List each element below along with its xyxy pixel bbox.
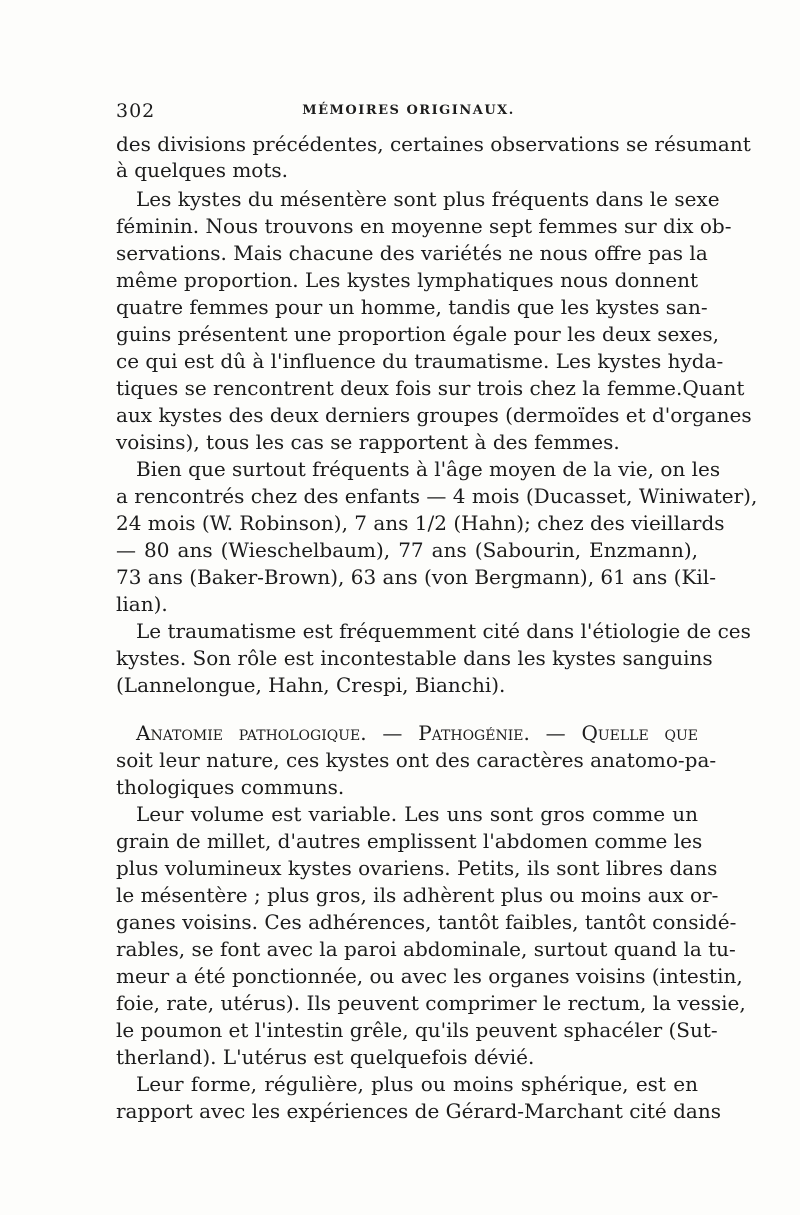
text-line: therland). L'utérus est quelquefois dévié. [116,1045,535,1069]
text-line: grain de millet, d'autres emplissent l'abdomen comme les [116,829,703,853]
paragraph-start-line: Bien que surtout fréquents à l'âge moyen de la vie, on les [136,457,721,481]
text-line: soit leur nature, ces kystes ont des caractères anatomo-pa- [116,748,717,772]
text-line: — 80 ans (Wieschelbaum), 77 ans (Sabourin, Enzmann), [116,538,698,562]
paragraph-start-line: Le traumatisme est fréquemment cité dans l'étiologie de ces [136,619,751,643]
text-line: même proportion. Les kystes lymphatiques nous donnent [116,268,698,292]
text-line: 24 mois (W. Robinson), 7 ans 1/2 (Hahn); chez des vieillards [116,511,725,535]
paragraph-start-line: Leur forme, régulière, plus ou moins sphérique, est en [136,1072,698,1096]
text-line: 73 ans (Baker-Brown), 63 ans (von Bergmann), 61 ans (Kil- [116,565,716,589]
text-line: à quelques mots. [116,158,289,182]
text-line: lian). [116,592,168,616]
running-title: MÉMOIRES ORIGINAUX. [302,103,515,118]
text-line: plus volumineux kystes ovariens. Petits, ils sont libres dans [116,856,718,880]
text-line: féminin. Nous trouvons en moyenne sept femmes sur dix ob- [116,214,732,238]
text-line: quatre femmes pour un homme, tandis que les kystes san- [116,295,708,319]
text-line: servations. Mais chacune des variétés ne nous offre pas la [116,241,708,265]
text-line: tiques se rencontrent deux fois sur trois chez la femme.Quant [116,376,745,400]
text-line: aux kystes des deux derniers groupes (dermoïdes et d'organes [116,403,752,427]
text-line: le mésentère ; plus gros, ils adhèrent plus ou moins aux or- [116,883,719,907]
text-line: le poumon et l'intestin grêle, qu'ils peuvent sphacéler (Sut- [116,1018,718,1042]
text-line: ce qui est dû à l'influence du traumatisme. Les kystes hyda- [116,349,724,373]
text-line: des divisions précédentes, certaines observations se résumant [116,132,751,156]
text-line: a rencontrés chez des enfants — 4 mois (Ducasset, Winiwater), [116,484,758,508]
text-line: guins présentent une proportion égale pour les deux sexes, [116,322,720,346]
text-line: voisins), tous les cas se rapportent à des femmes. [116,430,620,454]
paragraph-start-line: Les kystes du mésentère sont plus fréquents dans le sexe [136,187,720,211]
text-line: kystes. Son rôle est incontestable dans les kystes sanguins [116,646,713,670]
text-line: meur a été ponctionnée, ou avec les organes voisins (intestin, [116,964,743,988]
text-line: ganes voisins. Ces adhérences, tantôt faibles, tantôt considé- [116,910,737,934]
text-line: foie, rate, utérus). Ils peuvent comprimer le rectum, la vessie, [116,991,746,1015]
text-line: rapport avec les expériences de Gérard-Marchant cité dans [116,1099,721,1123]
page-header [116,100,701,126]
text-line: (Lannelongue, Hahn, Crespi, Bianchi). [116,673,506,697]
paragraph-start-line: Leur volume est variable. Les uns sont gros comme un [136,802,698,826]
text-line: rables, se font avec la paroi abdominale, surtout quand la tu- [116,937,736,961]
section-heading-line: Anatomie pathologique. — Pathogénie. — Quelle que [136,721,698,745]
text-line: thologiques communs. [116,775,345,799]
page-number: 302 [116,100,156,122]
